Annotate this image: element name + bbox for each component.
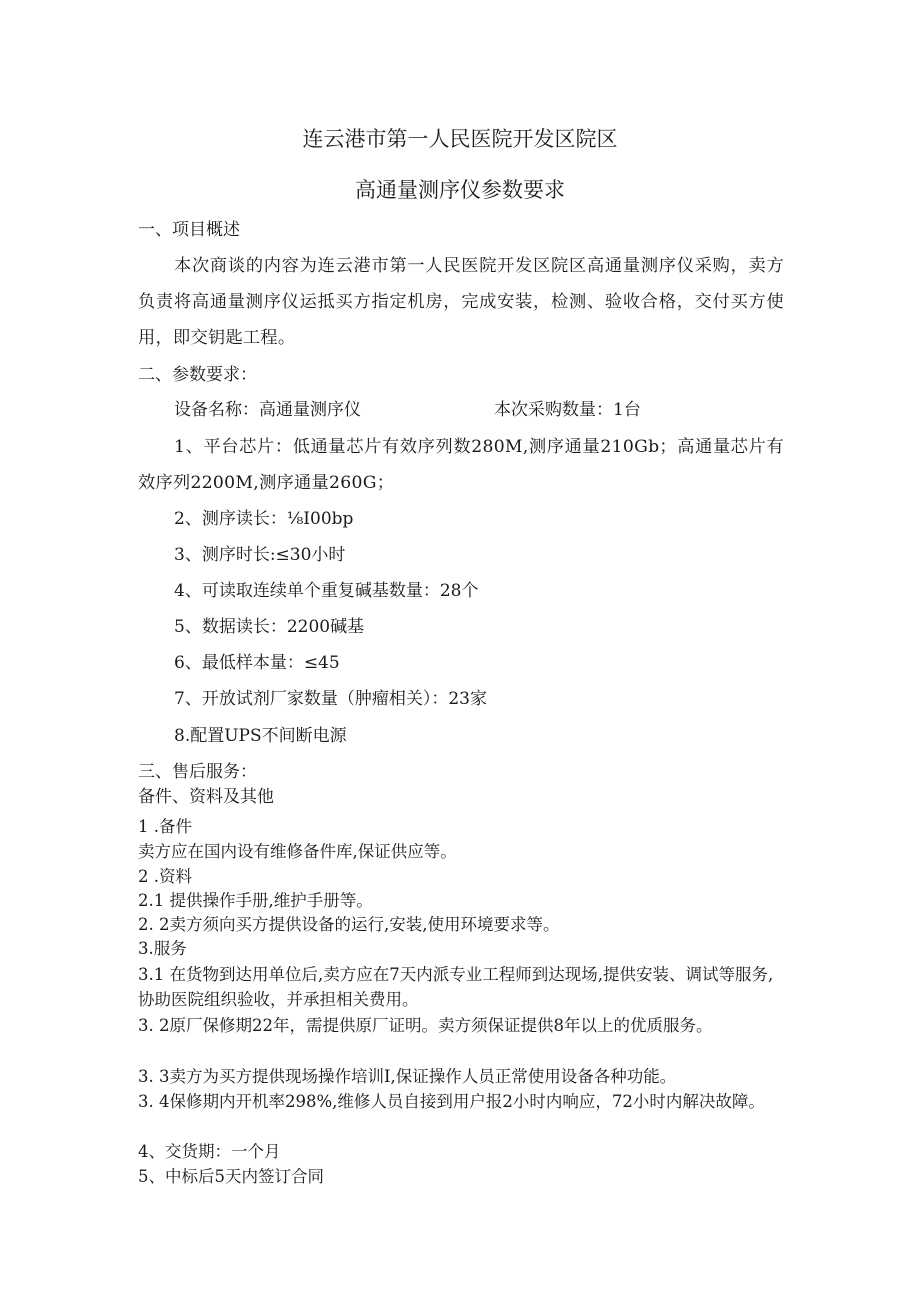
param-item: 6、最低样本量：≤45 <box>174 653 340 673</box>
param-item: 7、开放试剂厂家数量（肿瘤相关）：23家 <box>174 689 487 709</box>
service-line: 2 .资料 <box>138 867 192 886</box>
service-line: 3. 3卖方为买方提供现场操作培训I,保证操作人员正常使用设备各种功能。 <box>138 1067 677 1086</box>
service-line: 3. 4保修期内开机率298%,维修人员自接到用户报2小时内响应，72小时内解决故障。 <box>138 1092 765 1111</box>
service-line: 3.1 在货物到达用单位后,卖方应在7天内派专业工程师到达现场,提供安装、调试等服务,协助医院组织验收，并承担相关费用。 <box>138 965 774 1009</box>
document-subtitle: 高通量测序仪参数要求 <box>355 178 565 202</box>
param-item: 2、测序读长：⅛I00bp <box>174 509 354 529</box>
service-line: 1 .备件 <box>138 817 192 836</box>
param-item: 8.配置UPS不间断电源 <box>174 726 347 746</box>
document-title: 连云港市第一人民医院开发区院区 <box>302 127 618 151</box>
service-line: 3. 2原厂保修期22年，需提供原厂证明。卖方须保证提供8年以上的优质服务。 <box>138 1016 713 1035</box>
service-line: 卖方应在国内设有维修备件库,保证供应等。 <box>138 842 457 861</box>
device-name: 设备名称：高通量测序仪 <box>174 400 361 420</box>
service-line: 4、交货期：一个月 <box>138 1142 281 1161</box>
param-item: 1、平台芯片：低通量芯片有效序列数280M,测序通量210Gb；高通量芯片有效序列2200M,测序通量260G； <box>138 437 784 493</box>
section-heading-overview: 一、项目概述 <box>138 220 240 240</box>
param-item: 5、数据读长：2200碱基 <box>174 617 365 637</box>
overview-paragraph: 本次商谈的内容为连云港市第一人民医院开发区院区高通量测序仪采购，卖方负责将高通量测序仪运抵买方指定机房，完成安装，检测、验收合格，交付买方使用，即交钥匙工程。 <box>138 256 784 348</box>
service-line: 5、中标后5天内签订合同 <box>138 1167 324 1186</box>
service-subheading: 备件、资料及其他 <box>138 787 274 807</box>
param-item: 3、测序时长:≤30小时 <box>174 545 346 565</box>
section-heading-params: 二、参数要求： <box>138 365 257 385</box>
service-line: 3.服务 <box>138 939 187 958</box>
service-line: 2. 2卖方须向买方提供设备的运行,安装,使用环境要求等。 <box>138 915 560 934</box>
purchase-quantity: 本次采购数量：1台 <box>494 400 641 420</box>
service-line: 2.1 提供操作手册,维护手册等。 <box>138 891 373 910</box>
param-item: 4、可读取连续单个重复碱基数量：28个 <box>174 581 479 601</box>
section-heading-service: 三、售后服务： <box>138 762 257 782</box>
